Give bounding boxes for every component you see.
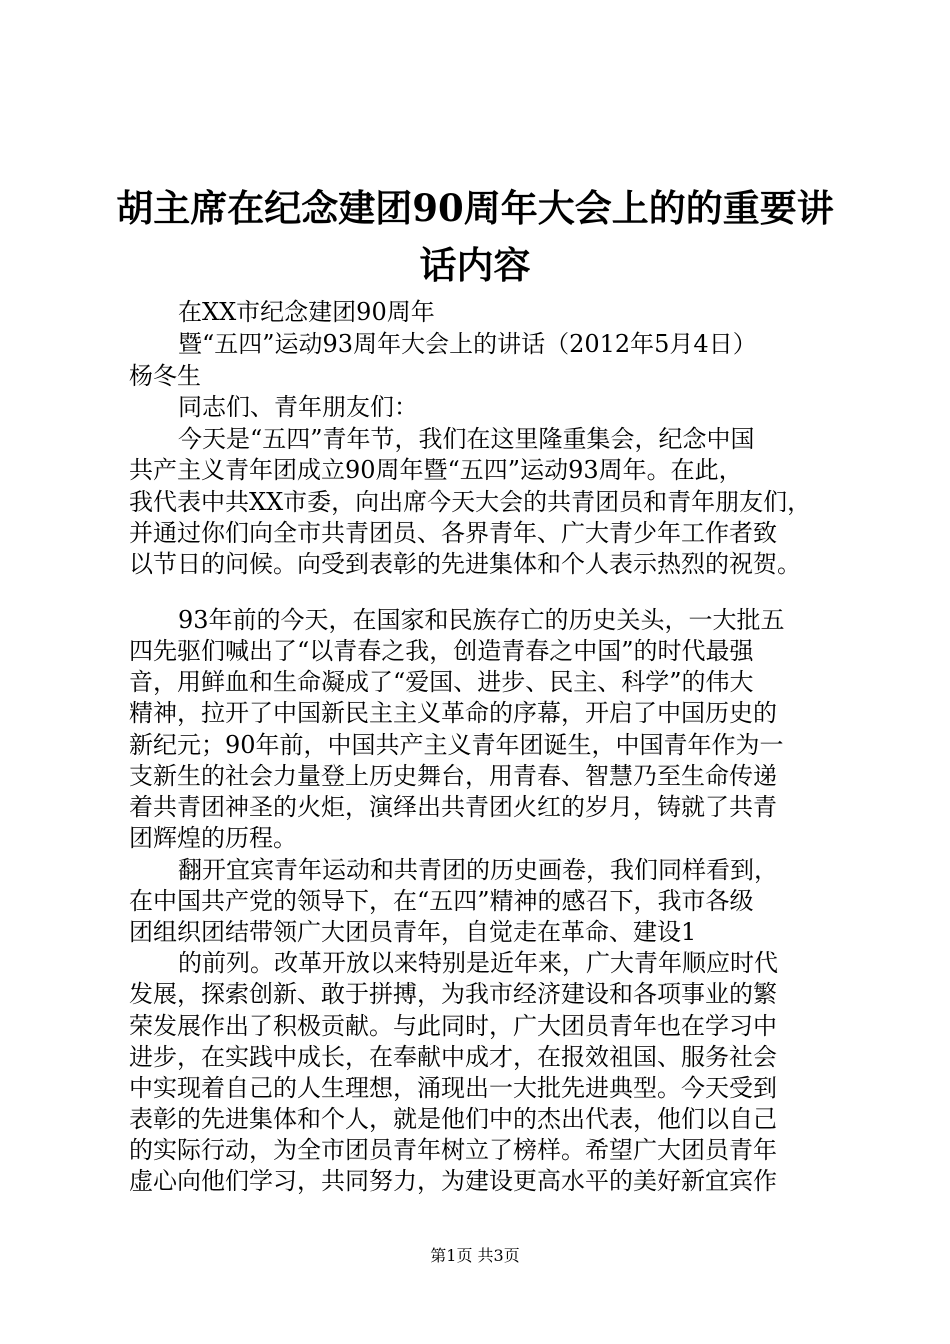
text-line: 发展，探索创新、敢于拼搏，为我市经济建设和各项事业的繁 [129, 980, 777, 1008]
page-number-footer: 第1页 共3页 [430, 1246, 520, 1265]
text-line: 同志们、青年朋友们： [178, 393, 418, 421]
text-line: 以节日的问候。向受到表彰的先进集体和个人表示热烈的祝贺。 [129, 550, 801, 578]
document-title [110, 180, 840, 294]
text-line: 进步，在实践中成长，在奉献中成才，在报效祖国、服务社会 [129, 1043, 777, 1071]
text-line: 在中国共产党的领导下，在“五四”精神的感召下，我市各级 [129, 887, 754, 915]
text-line: 在XX市纪念建团90周年 [178, 298, 435, 326]
text-line: 音，用鲜血和生命凝成了“爱国、进步、民主、科学”的伟大 [129, 668, 754, 696]
title-line-2: 话内容 [419, 243, 531, 287]
text-line: 支新生的社会力量登上历史舞台，用青春、智慧乃至生命传递 [129, 762, 777, 790]
text-line: 翻开宜宾青年运动和共青团的历史画卷，我们同样看到， [178, 856, 778, 884]
text-line: 表彰的先进集体和个人，就是他们中的杰出代表，他们以自己 [129, 1105, 777, 1133]
title-line-1: 胡主席在纪念建团90周年大会上的的重要讲 [116, 186, 834, 230]
text-line: 杨冬生 [129, 362, 201, 390]
text-line: 93年前的今天，在国家和民族存亡的历史关头，一大批五 [178, 606, 785, 634]
text-line: 虚心向他们学习，共同努力，为建设更高水平的美好新宜宾作 [129, 1167, 777, 1195]
text-line: 中实现着自己的人生理想，涌现出一大批先进典型。今天受到 [129, 1074, 777, 1102]
text-line: 四先驱们喊出了“以青春之我，创造青春之中国”的时代最强 [129, 637, 754, 665]
text-line: 我代表中共XX市委，向出席今天大会的共青团员和青年朋友们， [129, 488, 812, 516]
text-line: 并通过你们向全市共青团员、各界青年、广大青少年工作者致 [129, 519, 777, 547]
text-line: 新纪元；90年前，中国共产主义青年团诞生，中国青年作为一 [129, 731, 784, 759]
text-line: 团组织团结带领广大团员青年，自觉走在革命、建设1 [129, 918, 697, 946]
text-line: 团辉煌的历程。 [129, 824, 297, 852]
text-line: 精神，拉开了中国新民主主义革命的序幕，开启了中国历史的 [129, 699, 777, 727]
text-line: 今天是“五四”青年节，我们在这里隆重集会，纪念中国 [178, 425, 755, 453]
text-line: 的前列。改革开放以来特别是近年来，广大青年顺应时代 [178, 949, 778, 977]
text-line: 暨“五四”运动93周年大会上的讲话（2012年5月4日） [178, 330, 757, 358]
text-line: 共产主义青年团成立90周年暨“五四”运动93周年。在此， [129, 456, 743, 484]
text-line: 荣发展作出了积极贡献。与此同时，广大团员青年也在学习中 [129, 1012, 777, 1040]
text-line: 着共青团神圣的火炬，演绎出共青团火红的岁月，铸就了共青 [129, 793, 777, 821]
text-line: 的实际行动，为全市团员青年树立了榜样。希望广大团员青年 [129, 1136, 777, 1164]
